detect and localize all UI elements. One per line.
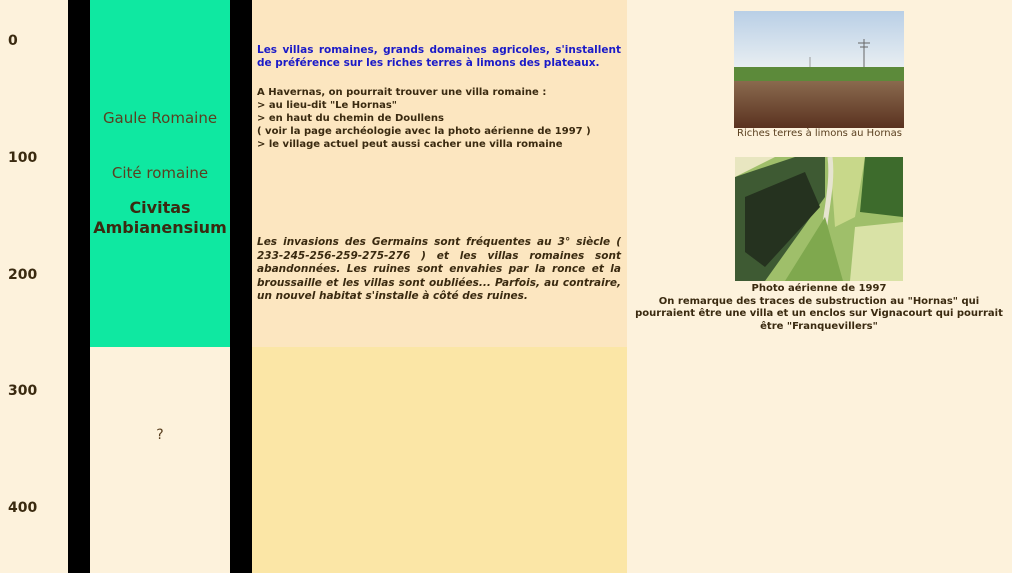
scale-tick: 400 — [8, 500, 38, 516]
aerial-caption-body: On remarque des traces de substruction au "Hornas" qui pourraient être une villa et un enclos sur Vignacourt qui pourrait être "Franquevillers" — [635, 295, 1003, 332]
divider-bar — [68, 0, 90, 573]
divider-bar — [230, 0, 252, 573]
intro-paragraph: Les villas romaines, grands domaines agricoles, s'installent de préférence sur les riches terres à limons des plateaux. — [257, 44, 621, 69]
list-item: A Havernas, on pourrait trouver une villa romaine : — [257, 87, 547, 98]
scale-tick: 300 — [8, 383, 38, 399]
photo-column — [627, 0, 1012, 573]
period-block-unknown — [90, 347, 230, 573]
aerial-caption-title: Photo aérienne de 1997 — [751, 283, 887, 294]
scale-tick: 100 — [8, 150, 38, 166]
text-column — [252, 0, 627, 347]
list-item: ( voir la page archéologie avec la photo aérienne de 1997 ) — [257, 126, 591, 137]
havernas-list — [257, 86, 621, 151]
list-item: > au lieu-dit "Le Hornas" — [257, 100, 398, 111]
list-item: > en haut du chemin de Doullens — [257, 113, 444, 124]
year-scale — [0, 0, 68, 573]
scale-tick: 0 — [8, 33, 18, 49]
period-label-gaule: Gaule Romaine — [102, 109, 218, 127]
text-column-lower — [252, 347, 627, 573]
field-photo — [734, 11, 904, 128]
field-photo-caption: Riches terres à limons au Hornas — [737, 128, 902, 139]
period-block-roman — [90, 0, 230, 347]
period-label-cite: Cité romaine — [111, 164, 209, 182]
invasions-paragraph: Les invasions des Germains sont fréquentes au 3° siècle ( 233-245-256-259-275-276 ) et les villas romaines sont abandonnées. Les ruines sont envahies par la ronce et la broussaille et les villas sont oubliées... Parfois, au contraire, un nouvel habitat s'installe à côté des ruines. — [257, 236, 621, 302]
aerial-photo-caption — [635, 283, 1003, 333]
aerial-photo — [735, 157, 903, 281]
scale-tick: 200 — [8, 267, 38, 283]
period-label-civitas: Civitas Ambianensium — [93, 198, 227, 237]
list-item: > le village actuel peut aussi cacher une villa romaine — [257, 139, 563, 150]
period-label-unknown: ? — [156, 427, 164, 443]
